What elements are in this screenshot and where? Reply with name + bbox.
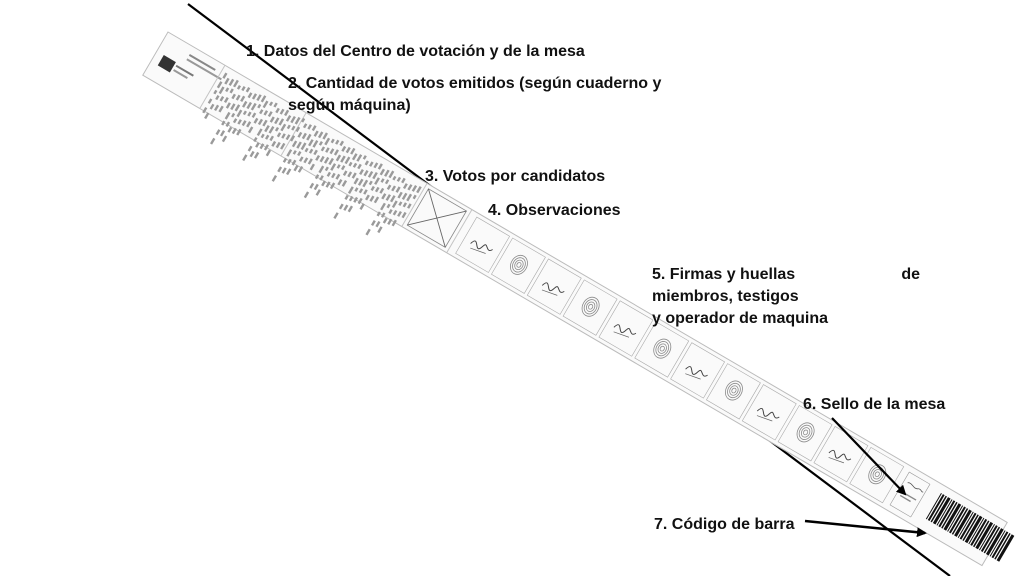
- field-row-mark: [383, 218, 388, 224]
- field-row-mark: [375, 221, 380, 227]
- field-row-mark: [359, 203, 364, 210]
- field-row-mark: [286, 168, 291, 175]
- field-row-mark: [220, 130, 225, 136]
- field-row-mark: [371, 220, 376, 226]
- label-table-stamp: 6. Sello de la mesa: [803, 396, 946, 413]
- field-row-mark: [266, 150, 271, 157]
- field-row-mark: [242, 154, 247, 161]
- field-row-mark: [255, 142, 260, 148]
- field-row-mark: [232, 128, 237, 134]
- arrow-icon: [805, 521, 925, 533]
- field-row-mark: [282, 167, 287, 173]
- field-row-mark: [277, 166, 282, 172]
- field-row-mark: [227, 127, 232, 133]
- field-row-mark: [309, 183, 314, 189]
- field-row-mark: [304, 191, 309, 198]
- field-row-mark: [348, 206, 353, 213]
- field-row-mark: [343, 205, 348, 211]
- field-row-mark: [250, 151, 255, 157]
- field-row-mark: [387, 219, 392, 225]
- field-row-mark: [377, 226, 382, 233]
- field-row-mark: [204, 112, 209, 119]
- label-center-data: 1. Datos del Centro de votación y de la mesa: [246, 43, 585, 60]
- field-row-mark: [272, 175, 277, 182]
- field-row-mark: [365, 229, 370, 236]
- field-row-mark: [216, 129, 221, 135]
- field-row-mark: [349, 196, 354, 202]
- label-signatures: 5. Firmas y huellas de miembros, testigos y operador de maquina: [652, 266, 920, 327]
- label-barcode: 7. Código de barra: [654, 516, 795, 533]
- field-row-mark: [248, 146, 253, 152]
- field-row-mark: [210, 138, 215, 145]
- label-votes-cast: 2. Cantidad de votos emitidos (según cuaderno y según máquina): [288, 75, 662, 114]
- field-row-mark: [254, 152, 259, 159]
- field-row-mark: [293, 165, 298, 171]
- barcode-bar: [997, 534, 1015, 561]
- field-row-mark: [333, 212, 338, 219]
- field-row-mark: [339, 204, 344, 210]
- field-row-mark: [222, 135, 227, 142]
- field-row-mark: [316, 189, 321, 196]
- label-observations: 4. Observaciones: [488, 202, 621, 219]
- field-row-mark: [314, 184, 319, 190]
- field-row-mark: [321, 180, 326, 186]
- label-votes-by-candidate: 3. Votos por candidatos: [425, 168, 606, 185]
